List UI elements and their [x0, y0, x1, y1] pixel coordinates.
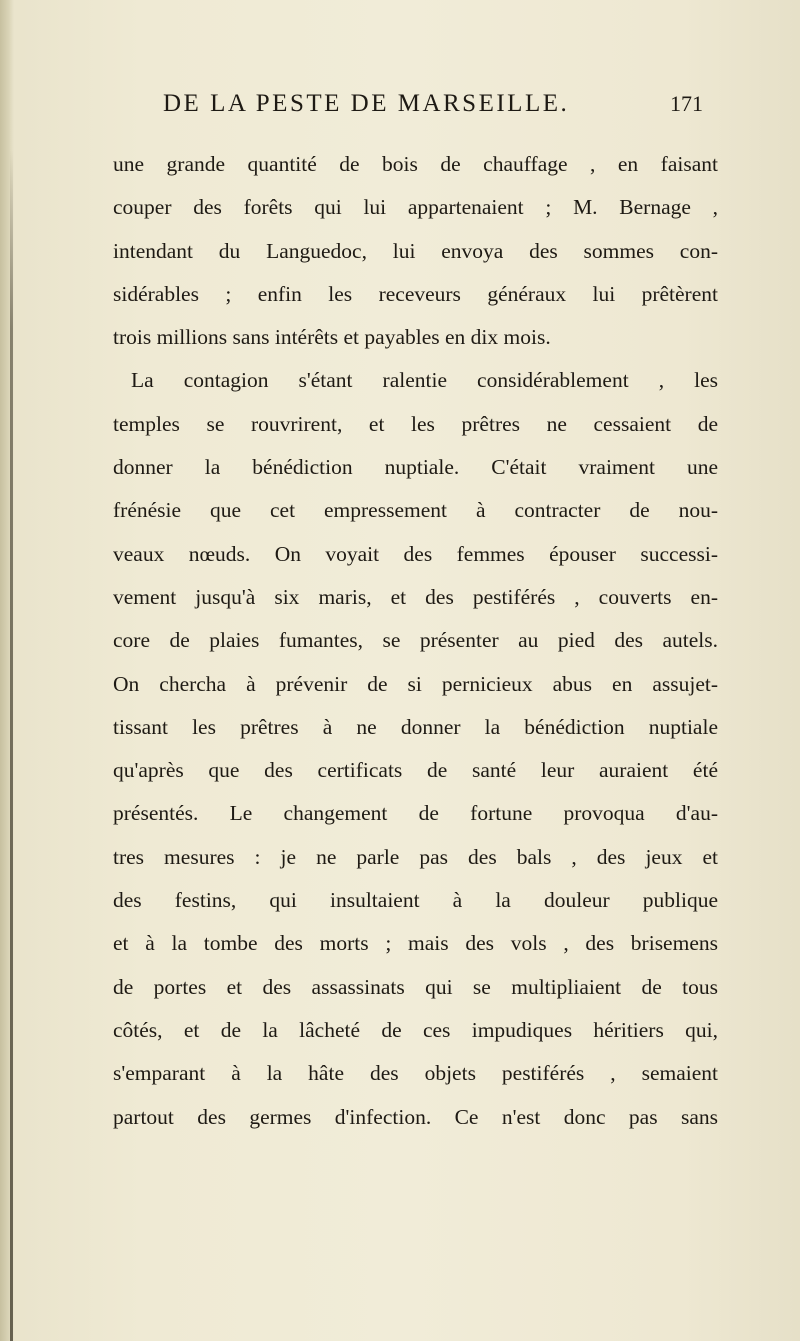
text-line: trois millions sans intérêts et payables en dix mois.	[113, 325, 551, 350]
page-number: 171	[670, 91, 703, 116]
text-line: s'emparant à la hâte des objets pestiférés , semaient	[113, 1061, 718, 1086]
text-line: frénésie que cet empressement à contracter de nou-	[113, 498, 718, 523]
text-line: On chercha à prévenir de si pernicieux abus en assujet-	[113, 671, 718, 696]
text-line: La contagion s'étant ralentie considérablement , les	[131, 368, 718, 393]
text-line: core de plaies fumantes, se présenter au pied des autels.	[113, 628, 718, 653]
text-line: tissant les prêtres à ne donner la bénédiction nuptiale	[113, 714, 718, 739]
text-line: intendant du Languedoc, lui envoya des sommes con-	[113, 238, 718, 263]
text-line: donner la bénédiction nuptiale. C'était vraiment une	[113, 455, 718, 480]
text-line: et à la tombe des morts ; mais des vols , des brisemens	[113, 931, 718, 956]
text-line: temples se rouvrirent, et les prêtres ne cessaient de	[113, 411, 718, 436]
text-line: côtés, et de la lâcheté de ces impudiques héritiers qui,	[113, 1017, 718, 1042]
running-head-title: DE LA PESTE DE MARSEILLE.	[163, 90, 570, 117]
text-line: couper des forêts qui lui appartenaient ; M. Bernage ,	[113, 195, 718, 220]
text-line: partout des germes d'infection. Ce n'est donc pas sans	[113, 1104, 718, 1129]
text-line: sidérables ; enfin les receveurs généraux lui prêtèrent	[113, 281, 718, 306]
text-line: une grande quantité de bois de chauffage , en faisant	[113, 152, 718, 176]
body-text	[113, 143, 718, 1139]
binding-edge	[10, 150, 13, 1341]
text-line: veaux nœuds. On voyait des femmes épouser successi-	[113, 541, 718, 566]
running-head	[163, 90, 703, 124]
text-line: vement jusqu'à six maris, et des pestiférés , couverts en-	[113, 584, 718, 609]
text-line: tres mesures : je ne parle pas des bals , des jeux et	[113, 844, 718, 869]
text-line: de portes et des assassinats qui se multipliaient de tous	[113, 974, 718, 999]
text-line: des festins, qui insultaient à la douleur publique	[113, 888, 718, 913]
text-line: présentés. Le changement de fortune provoqua d'au-	[113, 801, 718, 826]
text-line: qu'après que des certificats de santé leur auraient été	[113, 758, 718, 783]
